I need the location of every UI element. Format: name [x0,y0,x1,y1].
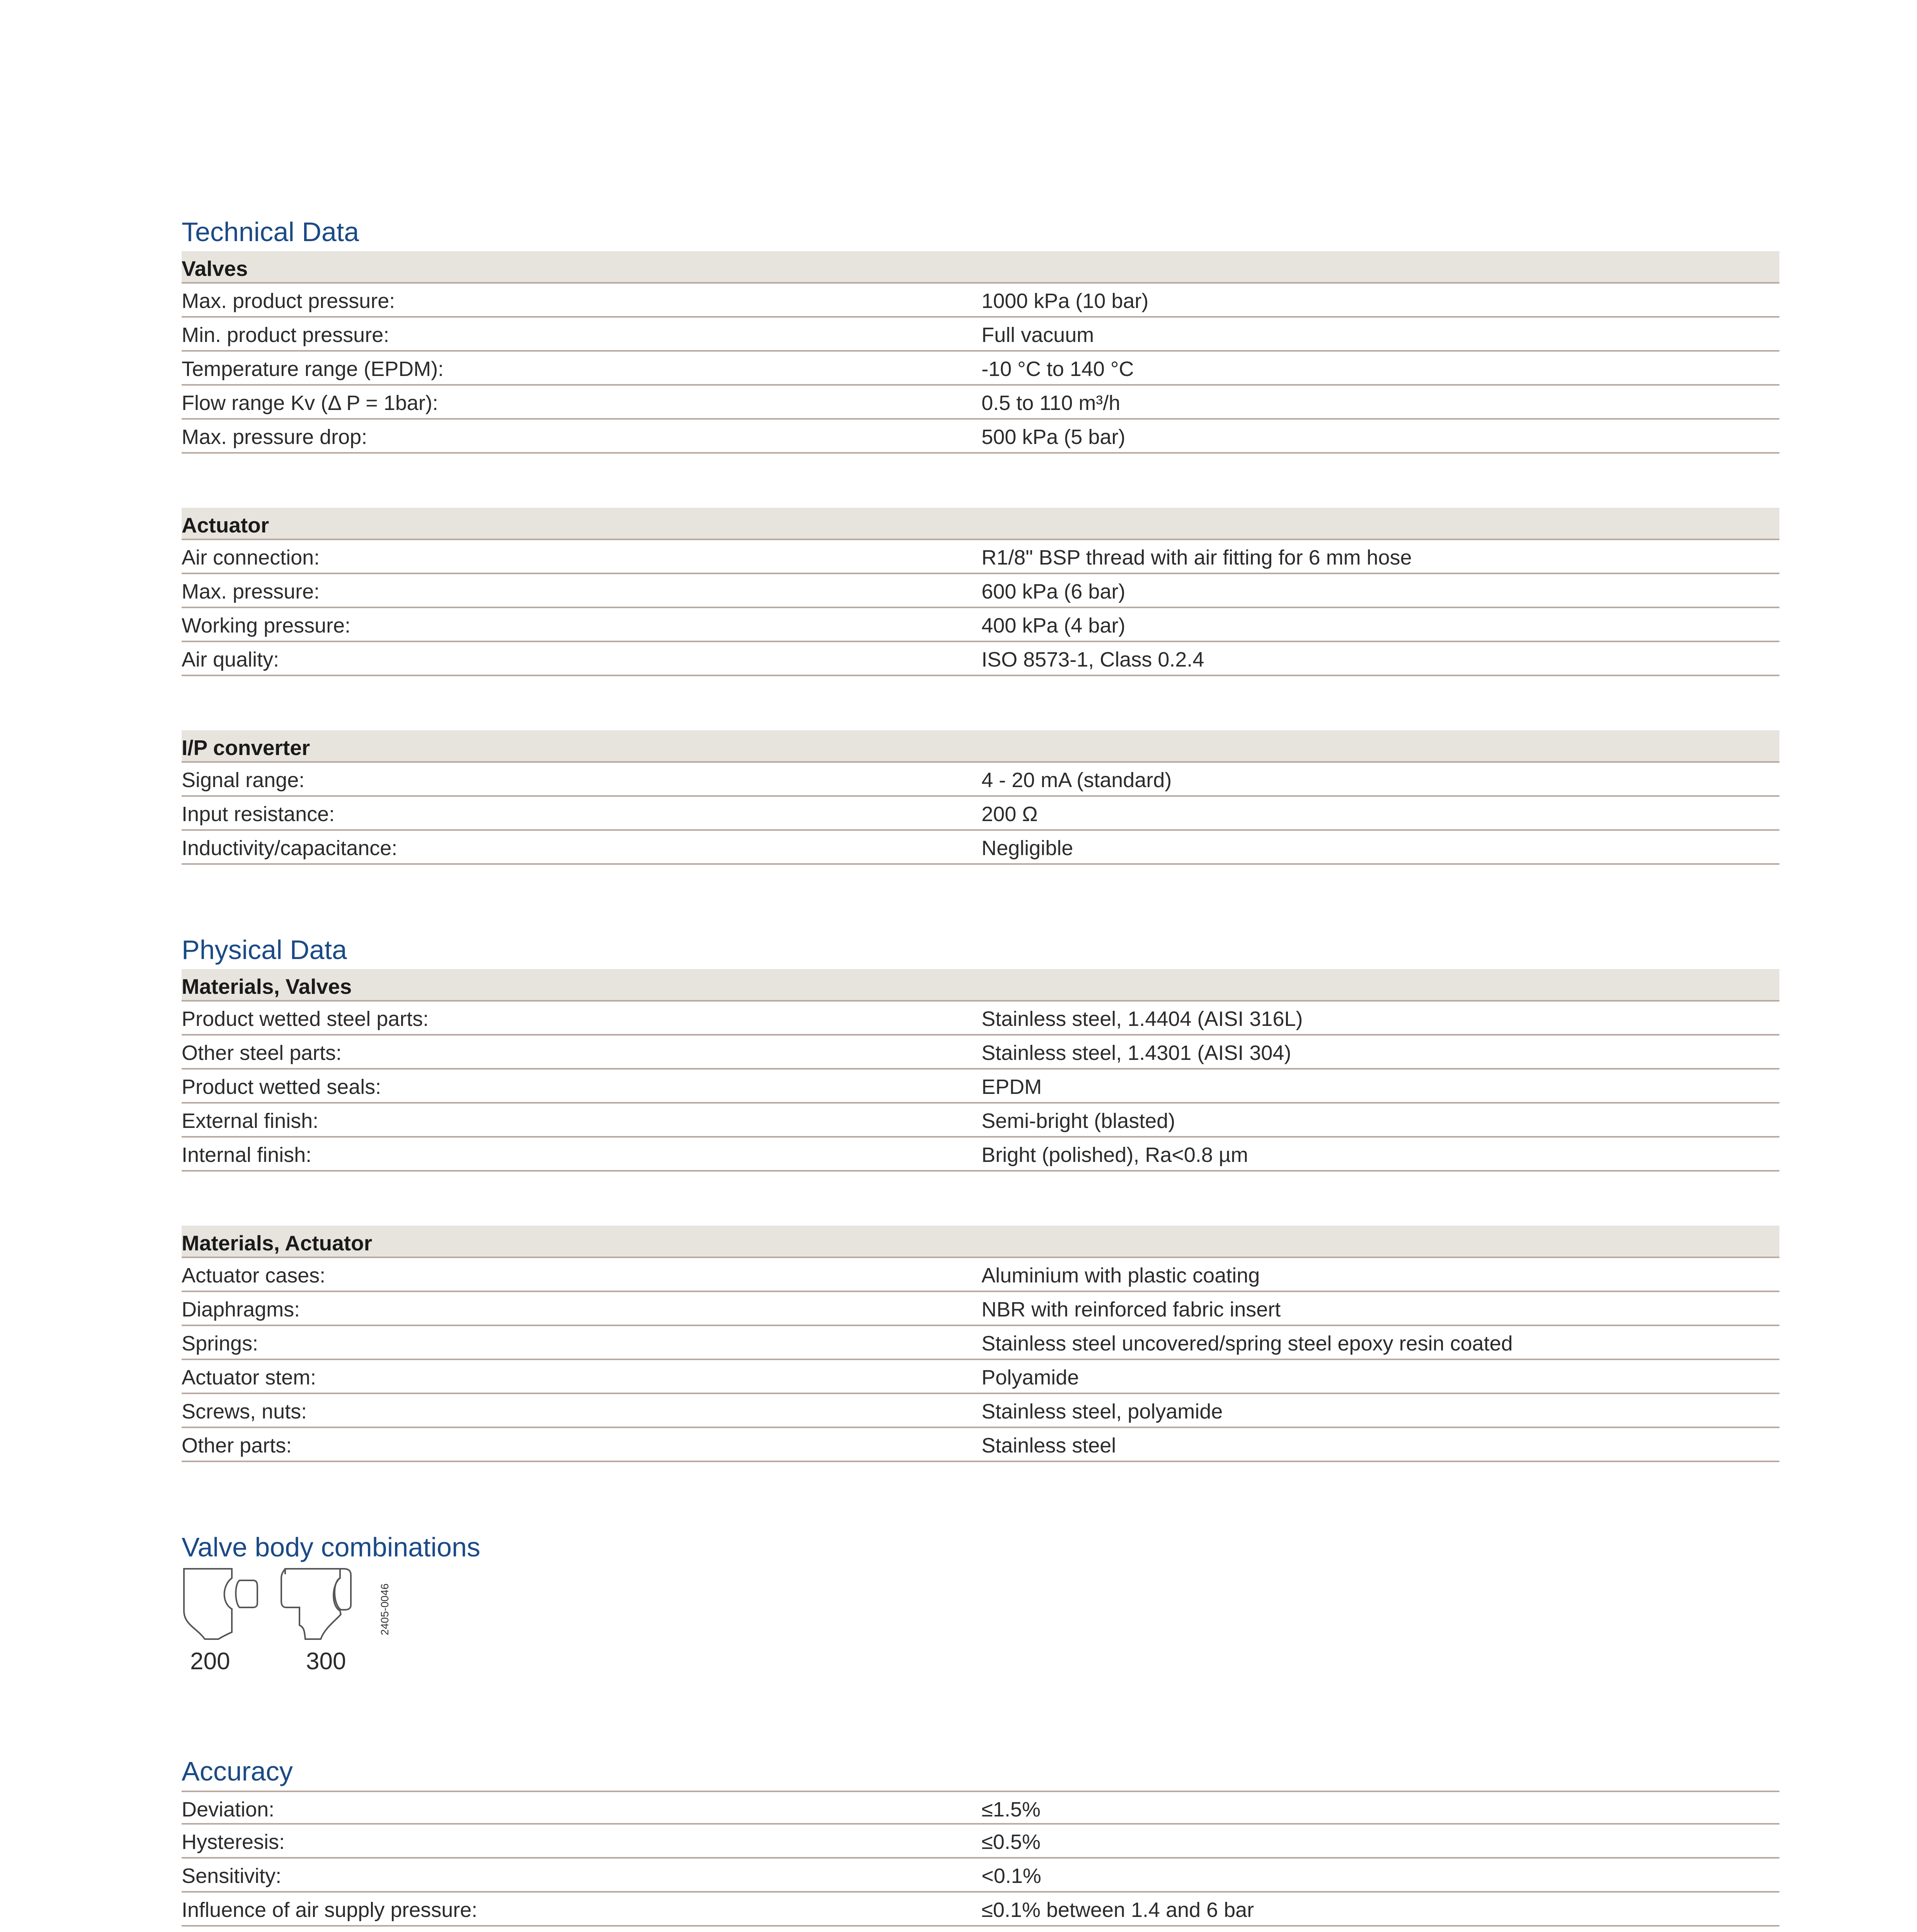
row-value: ≤0.1% between 1.4 and 6 bar [981,1898,1254,1922]
table-row [182,1825,1779,1859]
row-label: Max. pressure drop: [182,425,367,449]
table-row [182,352,1779,386]
row-label: Max. pressure: [182,580,320,603]
row-value: Stainless steel [981,1434,1116,1457]
row-value: NBR with reinforced fabric insert [981,1298,1281,1321]
row-value: Polyamide [981,1366,1079,1389]
table-row [182,1360,1779,1394]
row-value: Semi-bright (blasted) [981,1109,1175,1133]
row-value: Stainless steel uncovered/spring steel epoxy resin coated [981,1332,1513,1355]
row-label: Input resistance: [182,803,335,826]
actuator-table-header: Actuator [182,508,1779,540]
row-value: Full vacuum [981,323,1094,347]
row-value: R1/8" BSP thread with air fitting for 6 mm hose [981,546,1412,569]
row-label: External finish: [182,1109,319,1133]
materials-valves-table-header: Materials, Valves [182,969,1779,1002]
table-row [182,763,1779,797]
table-row [182,1036,1779,1070]
row-value: 500 kPa (5 bar) [981,425,1126,449]
actuator-table [182,508,1779,676]
row-label: Internal finish: [182,1143,312,1167]
table-row [182,420,1779,454]
accuracy-heading: Accuracy [182,1756,293,1786]
table-row [182,386,1779,420]
row-label: Inductivity/capacitance: [182,837,398,860]
table-row [182,1428,1779,1462]
row-value: <0.1% [981,1864,1041,1888]
row-value: Negligible [981,837,1073,860]
row-value: Stainless steel, 1.4301 (AISI 304) [981,1041,1291,1065]
table-row [182,1859,1779,1893]
table-row [182,642,1779,676]
valve-body-heading: Valve body combinations [182,1532,481,1562]
row-value: ISO 8573-1, Class 0.2.4 [981,648,1204,671]
table-row [182,1394,1779,1428]
row-value: 400 kPa (4 bar) [981,614,1126,637]
row-label: Air quality: [182,648,279,671]
valve-body-figure [182,1566,491,1682]
valve-body-300-icon [281,1569,341,1639]
row-label: Working pressure: [182,614,351,637]
table-row [182,831,1779,865]
row-label: Product wetted seals: [182,1075,381,1099]
row-value: 600 kPa (6 bar) [981,580,1126,603]
table-row [182,540,1779,574]
table-row [182,1070,1779,1104]
row-value: 200 Ω [981,803,1038,826]
row-label: Influence of air supply pressure: [182,1898,478,1922]
row-value: 1000 kPa (10 bar) [981,289,1149,313]
row-label: Diaphragms: [182,1298,300,1321]
table-row [182,1791,1779,1825]
row-label: Flow range Kv (Δ P = 1bar): [182,391,438,415]
row-value: -10 °C to 140 °C [981,357,1134,381]
row-value: Stainless steel, 1.4404 (AISI 316L) [981,1007,1303,1031]
row-label: Air connection: [182,546,320,569]
row-label: Min. product pressure: [182,323,390,347]
valve-body-drawing [182,1566,383,1648]
row-label: Actuator cases: [182,1264,326,1287]
row-label: Actuator stem: [182,1366,316,1389]
valve-body-200-label: 200 [190,1648,230,1675]
table-row [182,797,1779,831]
row-label: Springs: [182,1332,259,1355]
row-label: Hysteresis: [182,1830,285,1854]
row-label: Screws, nuts: [182,1400,307,1423]
table-row [182,1258,1779,1292]
row-label: Other parts: [182,1434,292,1457]
technical-data-heading: Technical Data [182,217,359,247]
row-label: Other steel parts: [182,1041,342,1065]
table-row [182,1138,1779,1172]
datasheet-content [182,209,1779,1932]
table-row [182,1292,1779,1326]
row-label: Deviation: [182,1798,275,1821]
row-label: Signal range: [182,769,305,792]
row-label: Max. product pressure: [182,289,395,313]
valve-body-200-icon [184,1569,232,1639]
table-row [182,1326,1779,1360]
row-label: Temperature range (EPDM): [182,357,444,381]
table-row [182,1893,1779,1927]
table-row [182,1104,1779,1138]
row-value: ≤0.5% [981,1830,1041,1854]
table-row [182,574,1779,608]
table-row [182,1002,1779,1036]
row-value: Aluminium with plastic coating [981,1264,1260,1287]
row-value: 0.5 to 110 m³/h [981,391,1121,415]
valves-table-header: Valves [182,251,1779,284]
row-label: Product wetted steel parts: [182,1007,429,1031]
materials-actuator-table [182,1226,1779,1462]
row-value: EPDM [981,1075,1042,1099]
row-value: Stainless steel, polyamide [981,1400,1223,1423]
ip-converter-table [182,730,1779,865]
row-value: Bright (polished), Ra<0.8 µm [981,1143,1248,1167]
row-label: Sensitivity: [182,1864,282,1888]
valve-body-300-label: 300 [306,1648,346,1675]
materials-actuator-table-header: Materials, Actuator [182,1226,1779,1258]
physical-data-heading: Physical Data [182,935,347,965]
valves-table [182,251,1779,454]
figure-code: 2405-0046 [379,1583,391,1635]
ip-converter-table-header: I/P converter [182,730,1779,763]
materials-valves-table [182,969,1779,1172]
accuracy-table [182,1791,1779,1927]
table-row [182,284,1779,318]
table-row [182,318,1779,352]
table-row [182,608,1779,642]
row-value: 4 - 20 mA (standard) [981,769,1172,792]
row-value: ≤1.5% [981,1798,1041,1821]
